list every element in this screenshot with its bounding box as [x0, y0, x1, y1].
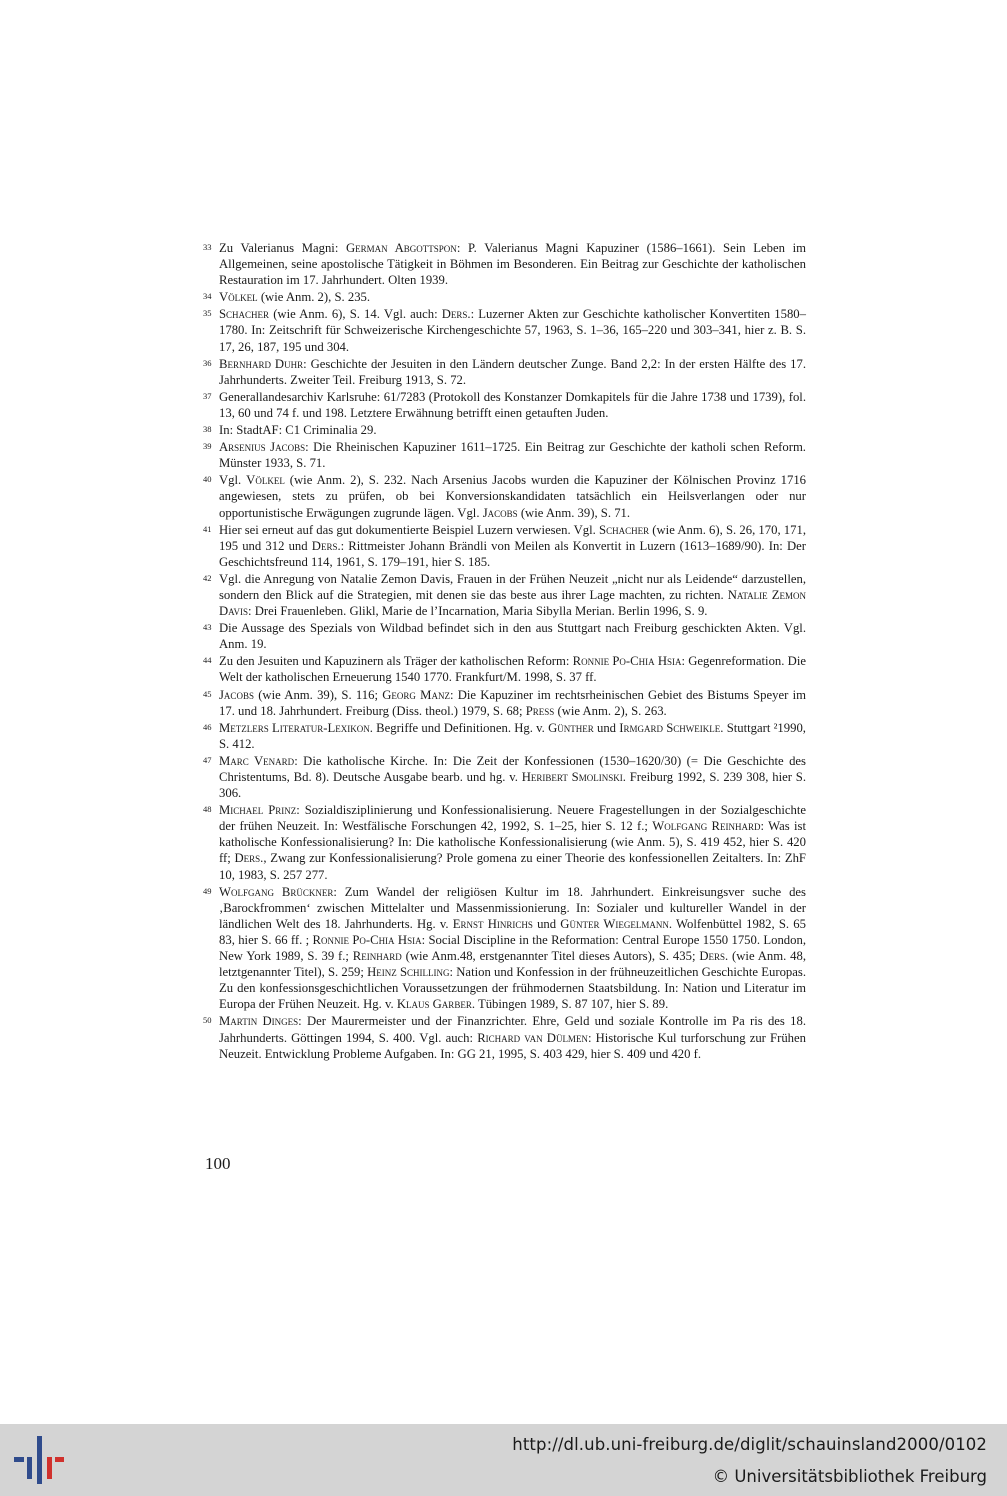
author-name: Ernst Hinrichs [452, 916, 533, 931]
author-name: Reinhard [352, 949, 402, 964]
author-name: Jacobs [482, 505, 518, 520]
footnote-text: Vgl. die Anregung von Natalie Zemon Davis, Frauen in der Frühen Neuzeit „nicht nur als Leidende“ darzustellen, sondern den Blick auf die Strategien, mit denen sie das beste aus ihrer Lage machten, zu richten. [219, 571, 806, 602]
author-name: German Abgottspon [346, 241, 457, 255]
author-name: Ders. [441, 307, 471, 322]
footnote-text: : Der Maurermeister und der Finanzrichter. Ehre, Geld und soziale Kontrolle im Pa ris des 18. Jahrhunderts. Göttingen 1994, S. 400. Vgl. auch: [219, 1014, 806, 1045]
footnote-text: : Geschichte der Jesuiten in den Ländern deutscher Zunge. Band 2,2: In der ersten Hälfte des 17. Jahrhunderts. Zweiter Teil. Freiburg 1913, S. 72. [219, 356, 806, 387]
footnote-text: (wie Anm. 39), S. 116; [253, 687, 383, 702]
footnote-text: : Gegenreformation. Die Welt der katholischen Erneuerung 1540 1770. Frankfurt/M. 1998, S. 37 ff. [219, 654, 806, 685]
footnote-text: Die Aussage des Spezials von Wildbad befindet sich in den aus Stuttgart nach Freiburg geschickten Akten. Vgl. Anm. 19. [219, 621, 806, 652]
footnote-number: 50 [203, 1015, 212, 1026]
footnote-text: (wie Anm. 6), S. 26, 170, 171, 195 und 312 und [219, 522, 807, 553]
footnote [203, 720, 806, 752]
footnote-number: 46 [203, 721, 212, 732]
footnote-text: (wie Anm. 2), S. 263. [554, 703, 667, 718]
footnote [203, 422, 806, 438]
footnote-number: 35 [203, 308, 212, 319]
author-name: Günter Wiegelmann [560, 916, 669, 931]
footnote-text: . Freiburg 1992, S. 239 308, hier S. 306. [219, 770, 806, 801]
footnote-text: (wie Anm. 39), S. 71. [517, 505, 631, 520]
footnote-number: 40 [203, 474, 212, 485]
footnote-number: 38 [203, 424, 212, 435]
footnote [203, 389, 806, 421]
author-name: Natalie Zemon Davis [219, 587, 806, 619]
author-name: Klaus Garber [396, 997, 472, 1012]
author-name: Press [525, 703, 555, 718]
author-name: Arsenius Jacobs [219, 440, 306, 455]
footnote-text: Zu den Jesuiten und Kapuzinern als Träger der katholischen Reform: [219, 654, 573, 669]
footnote-text: und [532, 916, 561, 931]
author-name: Ronnie Po-Chia Hsia [572, 654, 682, 669]
footnote [203, 571, 806, 619]
footnote-text: : Nation und Konfession in der frühneuzeitlichen Geschichte Europas. Zu den konfessionsgeschichtlichen Voraussetzungen der frühmodernen Staatsbildung. In: Nation und Literatur im Europa der Frühen Neuzeit. Hg. v. [219, 965, 806, 1012]
footnote [203, 289, 806, 305]
author-name: Ders. [311, 538, 341, 553]
author-name: Martin Dinges [219, 1014, 299, 1029]
footnotes-section [203, 240, 806, 1063]
footnote [203, 522, 806, 570]
author-name: Jacobs [219, 687, 254, 702]
footnote-number: 47 [203, 754, 212, 765]
author-name: Heinz Schilling [367, 965, 450, 980]
copyright-notice: © Universitätsbibliothek Freiburg [712, 1467, 987, 1486]
footnote-number: 37 [203, 390, 212, 401]
author-name: Schacher [219, 307, 270, 322]
footnote-text: : Zum Wandel der religiösen Kultur im 18. Jahrhundert. Einkreisungsver suche des ‚Barockfrommen‘ zwischen Mittelalter und Massenmissionierung. In: Sozialer und kultureller Wandel in der ländlichen Welt des 18. Jahrhunderts. Hg. v. [219, 884, 806, 931]
footnote-text: : P. Valerianus Magni Kapuziner (1586–1661). Sein Leben im Allgemeinen, seine apostolische Tätigkeit in Böhmen im Besonderen. Ein Beitrag zur Geschichte der katholischen Restauration im 17. Jahrhundert. Olten 1939. [219, 241, 806, 288]
footnote [203, 306, 806, 354]
footnote-number: 48 [203, 804, 212, 815]
author-name: Georg Manz [382, 687, 450, 702]
footnote [203, 1013, 806, 1061]
footnote-text: : Drei Frauenleben. Glikl, Marie de l’Incarnation, Maria Sibylla Merian. Berlin 1996, S. 9. [248, 604, 708, 619]
footnote-text: . Tübingen 1989, S. 87 107, hier S. 89. [471, 997, 669, 1012]
footnote [203, 439, 806, 471]
footer-bar [0, 1424, 1007, 1496]
footnote [203, 802, 806, 882]
author-name: Marc Venard [219, 753, 295, 768]
footnote-text: (wie Anm. 6), S. 14. Vgl. auch: [269, 307, 442, 322]
footnote-number: 41 [203, 523, 212, 534]
footnote-text: (wie Anm. 2), S. 235. [257, 290, 371, 305]
footnote [203, 884, 806, 1013]
author-name: Heribert Smolinski [521, 770, 623, 784]
footnote-text: Generallandesarchiv Karlsruhe: 61/7283 (Protokoll des Konstanzer Domkapitels für die Jahre 1738 und 1739), fol. 13, 60 und 74 f. und 198. Letztere Erwähnung betrifft einen getauften Juden. [219, 389, 806, 420]
footnote [203, 356, 806, 388]
footnote-text: : Historische Kul turforschung zur Frühen Neuzeit. Entwicklung Probleme Aufgaben. In: GG 21, 1995, S. 403 429, hier S. 409 und 420 f. [219, 1030, 806, 1061]
footnote-text: (wie Anm. 2), S. 232. Nach Arsenius Jacobs wurden die Kapuziner der Kölnischen Provinz 1716 angewiesen, stets zu prüfen, ob bei Konversionskandidaten tatsächlich ein Heilsverlangen oder nur opportunistische Erwägungen zugrunde lägen. Vgl. [219, 473, 807, 520]
page-number: 100 [205, 1154, 231, 1173]
author-name: Bernhard Duhr [219, 356, 304, 371]
footnote-number: 36 [203, 357, 212, 368]
footnote-text: . Stuttgart ²1990, S. 412. [219, 720, 806, 751]
author-name: Metzlers Literatur-Lexikon [219, 720, 370, 735]
footnote-text: (wie Anm.48, erstgenannter Titel dieses Autors), S. 435; [401, 949, 700, 964]
author-name: Völkel [246, 473, 285, 488]
footnote-text: und [593, 720, 620, 735]
footnote [203, 687, 806, 719]
permalink-url[interactable]: http://dl.ub.uni-freiburg.de/diglit/schauinsland2000/0102 [512, 1435, 987, 1454]
author-name: Günther [548, 720, 594, 735]
footnote-number: 42 [203, 572, 212, 583]
footnote-number: 49 [203, 885, 212, 896]
footnote-text: : Die Rheinischen Kapuziner 1611–1725. Ein Beitrag zur Geschichte der katholi schen Reform. Münster 1933, S. 71. [219, 440, 806, 471]
footnote [203, 472, 806, 520]
footnote-text: : Die Kapuziner im rechtsrheinischen Gebiet des Bistums Speyer im 17. und 18. Jahrhundert. Freiburg (Diss. theol.) 1979, S. 68; [219, 687, 807, 718]
footnote-number: 39 [203, 441, 212, 452]
footnote-text: (wie Anm. 48, letztgenannter Titel), S. 259; [219, 949, 806, 980]
footnote-text: : Luzerner Akten zur Geschichte katholischer Konvertiten 1580–1780. In: Zeitschrift für Schweizerische Kirchengeschichte 57, 1963, S. 1–36, 165–220 und 303–341, hier z. B. S. 17, 26, 187, 195 und 304. [219, 307, 806, 354]
footnote-text: , Zwang zur Konfessionalisierung? Prole gomena zu einer Theorie des konfessionellen Zeitalters. In: ZhF 10, 1983, S. 257 277. [219, 851, 806, 882]
author-name: Michael Prinz [219, 803, 297, 818]
footnote-number: 45 [203, 688, 212, 699]
author-name: Ders. [234, 851, 264, 866]
library-logo-icon[interactable] [14, 1436, 64, 1484]
author-name: Schacher [599, 522, 650, 537]
footnote-text: Zu Valerianus Magni: [219, 241, 347, 255]
footnote-number: 34 [203, 291, 212, 302]
author-name: Wolfgang Reinhard [652, 819, 761, 834]
footnote-text: : Was ist katholische Konfessionalisierung? In: Die katholische Konfessionalisierung (wie Anm. 5), S. 419 452, hier S. 420 ff; [219, 819, 807, 866]
author-name: Wolfgang Brückner [219, 884, 334, 899]
author-name: Völkel [219, 290, 258, 305]
footnote-text: . Begriffe und Definitionen. Hg. v. [369, 720, 549, 735]
footnote-number: 44 [203, 655, 212, 666]
author-name: Ders. [699, 949, 729, 964]
author-name: Richard van Dülmen [477, 1030, 588, 1045]
author-name: Ronnie Po-Chia Hsia [312, 932, 422, 947]
footnote-text: In: StadtAF: C1 Criminalia 29. [219, 423, 377, 438]
footnote-number: 33 [203, 242, 212, 252]
footnote [203, 240, 806, 288]
footnote-number: 43 [203, 622, 212, 633]
footnote-text: Vgl. [219, 473, 247, 488]
footnote-text: : Social Discipline in the Reformation: Central Europe 1550 1750. London, New York 1989, S. 39 f.; [219, 932, 807, 964]
footnote [203, 620, 806, 652]
author-name: Irmgard Schweikle [619, 720, 721, 735]
footnote [203, 653, 806, 685]
footnote-text: Hier sei erneut auf das gut dokumentierte Beispiel Luzern verwiesen. Vgl. [219, 522, 600, 537]
footnote [203, 753, 806, 801]
footnote-text: : Rittmeister Johann Brändli von Meilen als Konvertit in Luzern (1613–1689/90). In: Der Geschichtsfreund 114, 1961, S. 179–191, hier S. 185. [219, 538, 806, 569]
footnote-text: . Wolfenbüttel 1982, S. 65 83, hier S. 66 ff. ; [219, 916, 806, 947]
footnote-text: : Die katholische Kirche. In: Die Zeit der Konfessionen (1530–1620/30) (= Die Geschichte des Christentums, Bd. 8). Deutsche Ausgabe bearb. und hg. v. [219, 753, 806, 784]
footnote-text: : Sozialdisziplinierung und Konfessionalisierung. Neuere Fragestellungen in der Sozialgeschichte der frühen Neuzeit. In: Westfälische Forschungen 42, 1992, S. 1–25, hier S. 12 f.; [219, 803, 806, 834]
